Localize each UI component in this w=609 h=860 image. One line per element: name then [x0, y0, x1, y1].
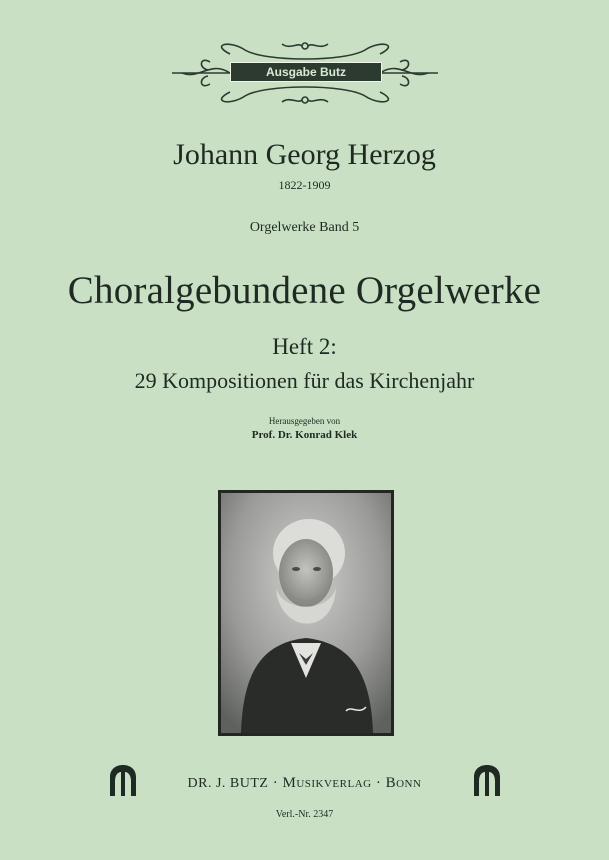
- editor-label: Herausgegeben von: [268, 416, 341, 426]
- publisher-name: DR. J. BUTZ: [187, 776, 269, 791]
- publisher-line: [0, 775, 609, 792]
- heft-label: Heft 2:: [272, 334, 337, 359]
- editor-name: Prof. Dr. Konrad Klek: [251, 429, 358, 441]
- main-title: Choralgebundene Orgelwerke: [67, 269, 542, 312]
- composer-name: Johann Georg Herzog: [173, 138, 436, 171]
- series-label: Ausgabe Butz: [230, 62, 382, 82]
- subtitle: 29 Kompositionen für das Kirchenjahr: [134, 368, 475, 393]
- volume-label: Orgelwerke Band 5: [249, 220, 360, 235]
- publisher-city: Bonn: [385, 775, 422, 791]
- separator: ·: [272, 775, 279, 791]
- portrait-photo: [221, 493, 391, 733]
- portrait-frame: [218, 490, 394, 736]
- separator: ·: [375, 775, 382, 791]
- publisher-house: Musikverlag: [282, 775, 372, 791]
- catalog-number: Verl.-Nr. 2347: [275, 809, 334, 820]
- composer-years: 1822-1909: [278, 178, 331, 192]
